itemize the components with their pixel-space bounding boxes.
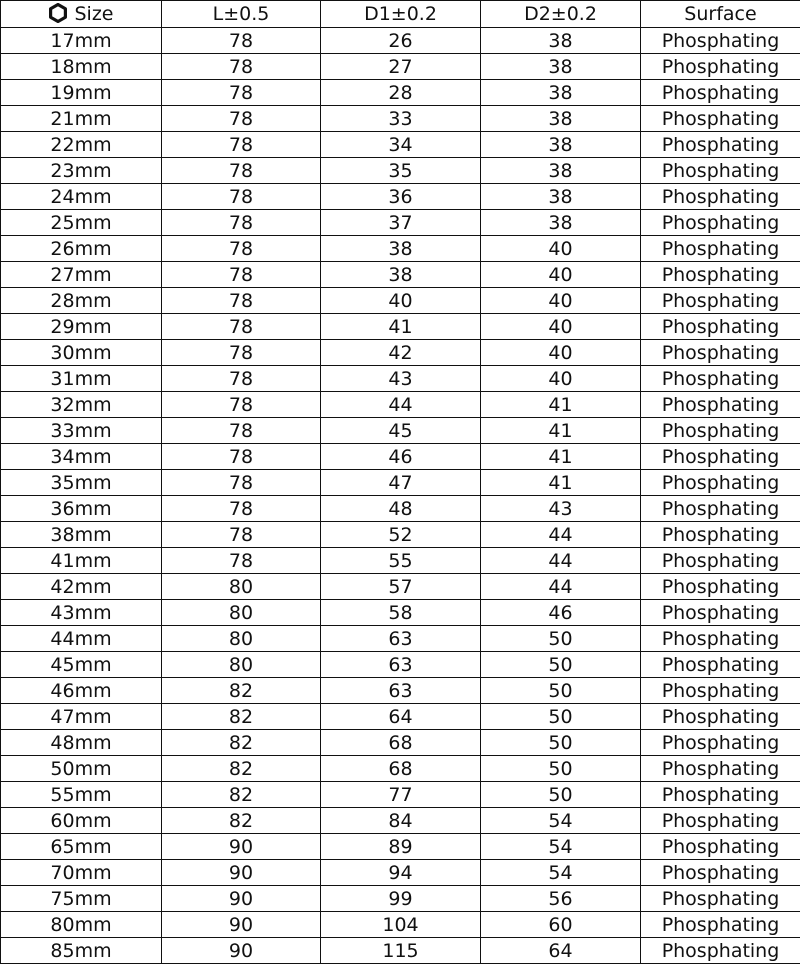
cell-d1: 68	[321, 756, 481, 782]
cell-d1: 57	[321, 574, 481, 600]
cell-d2: 41	[481, 392, 641, 418]
table-row	[1, 782, 800, 808]
cell-d2: 40	[481, 314, 641, 340]
cell-d2: 38	[481, 158, 641, 184]
cell-d2: 50	[481, 652, 641, 678]
cell-surface: Phosphating	[641, 496, 800, 522]
cell-surface: Phosphating	[641, 470, 800, 496]
cell-surface: Phosphating	[641, 808, 800, 834]
table-row	[1, 158, 800, 184]
table-row	[1, 470, 800, 496]
cell-size: 34mm	[1, 444, 162, 470]
cell-d1: 52	[321, 522, 481, 548]
cell-size: 42mm	[1, 574, 162, 600]
cell-d1: 44	[321, 392, 481, 418]
cell-d1: 115	[321, 938, 481, 964]
cell-l: 78	[162, 158, 321, 184]
table-row	[1, 54, 800, 80]
cell-l: 78	[162, 262, 321, 288]
cell-d2: 54	[481, 860, 641, 886]
cell-d1: 36	[321, 184, 481, 210]
cell-surface: Phosphating	[641, 782, 800, 808]
cell-surface: Phosphating	[641, 730, 800, 756]
cell-d1: 58	[321, 600, 481, 626]
cell-l: 90	[162, 860, 321, 886]
table-row	[1, 366, 800, 392]
cell-l: 80	[162, 600, 321, 626]
header-row	[1, 1, 800, 28]
cell-d2: 40	[481, 236, 641, 262]
cell-surface: Phosphating	[641, 184, 800, 210]
cell-l: 78	[162, 470, 321, 496]
cell-size: 47mm	[1, 704, 162, 730]
cell-l: 80	[162, 652, 321, 678]
table-row	[1, 574, 800, 600]
cell-surface: Phosphating	[641, 132, 800, 158]
cell-size: 35mm	[1, 470, 162, 496]
cell-surface: Phosphating	[641, 106, 800, 132]
table-row	[1, 314, 800, 340]
cell-surface: Phosphating	[641, 834, 800, 860]
cell-size: 65mm	[1, 834, 162, 860]
cell-d1: 55	[321, 548, 481, 574]
cell-size: 33mm	[1, 418, 162, 444]
cell-surface: Phosphating	[641, 28, 800, 54]
cell-size: 46mm	[1, 678, 162, 704]
table-row	[1, 80, 800, 106]
cell-l: 90	[162, 938, 321, 964]
cell-surface: Phosphating	[641, 860, 800, 886]
header-d2: D2±0.2	[481, 1, 641, 28]
cell-size: 43mm	[1, 600, 162, 626]
cell-size: 75mm	[1, 886, 162, 912]
cell-size: 19mm	[1, 80, 162, 106]
cell-d2: 38	[481, 80, 641, 106]
cell-surface: Phosphating	[641, 444, 800, 470]
cell-d2: 54	[481, 808, 641, 834]
cell-size: 50mm	[1, 756, 162, 782]
cell-d1: 41	[321, 314, 481, 340]
table-body	[1, 28, 800, 964]
cell-d1: 63	[321, 626, 481, 652]
cell-surface: Phosphating	[641, 626, 800, 652]
cell-d2: 38	[481, 54, 641, 80]
table-row	[1, 418, 800, 444]
cell-d2: 60	[481, 912, 641, 938]
table-row	[1, 236, 800, 262]
cell-d2: 44	[481, 574, 641, 600]
table-row	[1, 808, 800, 834]
cell-surface: Phosphating	[641, 288, 800, 314]
hexagon-icon	[48, 3, 68, 23]
table-row	[1, 522, 800, 548]
cell-surface: Phosphating	[641, 418, 800, 444]
table-row	[1, 288, 800, 314]
table-row	[1, 28, 800, 54]
cell-d2: 50	[481, 704, 641, 730]
cell-d1: 45	[321, 418, 481, 444]
cell-d1: 47	[321, 470, 481, 496]
table-row	[1, 886, 800, 912]
cell-d2: 40	[481, 340, 641, 366]
cell-l: 78	[162, 28, 321, 54]
cell-l: 78	[162, 54, 321, 80]
table-row	[1, 184, 800, 210]
cell-surface: Phosphating	[641, 236, 800, 262]
cell-d1: 38	[321, 236, 481, 262]
header-size-label: Size	[74, 3, 113, 25]
table-row	[1, 262, 800, 288]
cell-d1: 63	[321, 678, 481, 704]
cell-d2: 50	[481, 626, 641, 652]
cell-d1: 28	[321, 80, 481, 106]
cell-size: 25mm	[1, 210, 162, 236]
cell-size: 70mm	[1, 860, 162, 886]
cell-surface: Phosphating	[641, 652, 800, 678]
cell-d2: 56	[481, 886, 641, 912]
cell-size: 32mm	[1, 392, 162, 418]
cell-d2: 38	[481, 210, 641, 236]
table-row	[1, 548, 800, 574]
table-row	[1, 106, 800, 132]
cell-surface: Phosphating	[641, 366, 800, 392]
cell-d1: 77	[321, 782, 481, 808]
table-row	[1, 704, 800, 730]
cell-l: 90	[162, 834, 321, 860]
cell-surface: Phosphating	[641, 678, 800, 704]
cell-size: 24mm	[1, 184, 162, 210]
cell-l: 82	[162, 808, 321, 834]
cell-d1: 94	[321, 860, 481, 886]
cell-surface: Phosphating	[641, 600, 800, 626]
cell-l: 78	[162, 106, 321, 132]
cell-size: 44mm	[1, 626, 162, 652]
cell-size: 41mm	[1, 548, 162, 574]
cell-d1: 35	[321, 158, 481, 184]
header-d1: D1±0.2	[321, 1, 481, 28]
table-row	[1, 652, 800, 678]
table-header	[1, 1, 800, 28]
cell-d1: 84	[321, 808, 481, 834]
table-row	[1, 912, 800, 938]
table-row	[1, 340, 800, 366]
cell-l: 78	[162, 210, 321, 236]
cell-size: 45mm	[1, 652, 162, 678]
cell-d1: 63	[321, 652, 481, 678]
cell-surface: Phosphating	[641, 938, 800, 964]
cell-surface: Phosphating	[641, 340, 800, 366]
cell-l: 90	[162, 886, 321, 912]
cell-d2: 41	[481, 418, 641, 444]
cell-l: 78	[162, 444, 321, 470]
cell-d1: 64	[321, 704, 481, 730]
cell-d2: 44	[481, 522, 641, 548]
cell-l: 78	[162, 184, 321, 210]
header-surface: Surface	[641, 1, 800, 28]
cell-d2: 64	[481, 938, 641, 964]
cell-l: 78	[162, 522, 321, 548]
cell-d1: 27	[321, 54, 481, 80]
cell-l: 82	[162, 704, 321, 730]
table-row	[1, 834, 800, 860]
cell-d1: 33	[321, 106, 481, 132]
cell-surface: Phosphating	[641, 314, 800, 340]
cell-size: 48mm	[1, 730, 162, 756]
table-row	[1, 678, 800, 704]
cell-d2: 40	[481, 288, 641, 314]
cell-surface: Phosphating	[641, 392, 800, 418]
cell-d1: 37	[321, 210, 481, 236]
cell-surface: Phosphating	[641, 54, 800, 80]
header-l: L±0.5	[162, 1, 321, 28]
table-row	[1, 392, 800, 418]
cell-surface: Phosphating	[641, 756, 800, 782]
cell-l: 82	[162, 782, 321, 808]
cell-d2: 38	[481, 106, 641, 132]
cell-l: 80	[162, 574, 321, 600]
table-row	[1, 730, 800, 756]
cell-surface: Phosphating	[641, 522, 800, 548]
cell-d1: 99	[321, 886, 481, 912]
cell-d2: 43	[481, 496, 641, 522]
cell-size: 22mm	[1, 132, 162, 158]
table-row	[1, 132, 800, 158]
cell-d1: 42	[321, 340, 481, 366]
cell-surface: Phosphating	[641, 574, 800, 600]
cell-d2: 44	[481, 548, 641, 574]
cell-d1: 38	[321, 262, 481, 288]
cell-size: 36mm	[1, 496, 162, 522]
cell-l: 78	[162, 496, 321, 522]
cell-d1: 68	[321, 730, 481, 756]
cell-surface: Phosphating	[641, 704, 800, 730]
cell-size: 29mm	[1, 314, 162, 340]
cell-surface: Phosphating	[641, 548, 800, 574]
cell-l: 78	[162, 392, 321, 418]
table-row	[1, 600, 800, 626]
cell-d1: 26	[321, 28, 481, 54]
cell-l: 82	[162, 756, 321, 782]
cell-d2: 40	[481, 366, 641, 392]
cell-size: 80mm	[1, 912, 162, 938]
cell-size: 17mm	[1, 28, 162, 54]
cell-d1: 43	[321, 366, 481, 392]
cell-l: 78	[162, 418, 321, 444]
cell-l: 78	[162, 314, 321, 340]
table-row	[1, 626, 800, 652]
table-row	[1, 444, 800, 470]
cell-d2: 38	[481, 184, 641, 210]
cell-size: 60mm	[1, 808, 162, 834]
cell-l: 78	[162, 548, 321, 574]
cell-d1: 104	[321, 912, 481, 938]
cell-size: 85mm	[1, 938, 162, 964]
cell-size: 23mm	[1, 158, 162, 184]
cell-size: 21mm	[1, 106, 162, 132]
cell-d2: 50	[481, 730, 641, 756]
table-row	[1, 756, 800, 782]
cell-l: 78	[162, 236, 321, 262]
cell-d2: 38	[481, 28, 641, 54]
cell-l: 82	[162, 678, 321, 704]
cell-l: 78	[162, 366, 321, 392]
cell-l: 78	[162, 132, 321, 158]
cell-d1: 40	[321, 288, 481, 314]
cell-d2: 50	[481, 678, 641, 704]
cell-l: 78	[162, 288, 321, 314]
table-row	[1, 938, 800, 964]
header-size	[1, 1, 162, 28]
cell-d1: 46	[321, 444, 481, 470]
cell-surface: Phosphating	[641, 262, 800, 288]
cell-size: 28mm	[1, 288, 162, 314]
cell-size: 31mm	[1, 366, 162, 392]
cell-d2: 38	[481, 132, 641, 158]
cell-size: 30mm	[1, 340, 162, 366]
table-row	[1, 860, 800, 886]
cell-d2: 50	[481, 756, 641, 782]
cell-d1: 48	[321, 496, 481, 522]
table-row	[1, 210, 800, 236]
cell-l: 90	[162, 912, 321, 938]
cell-size: 18mm	[1, 54, 162, 80]
cell-surface: Phosphating	[641, 80, 800, 106]
cell-d2: 41	[481, 444, 641, 470]
cell-l: 78	[162, 80, 321, 106]
cell-d2: 40	[481, 262, 641, 288]
cell-surface: Phosphating	[641, 210, 800, 236]
cell-l: 82	[162, 730, 321, 756]
table-row	[1, 496, 800, 522]
cell-d2: 50	[481, 782, 641, 808]
cell-surface: Phosphating	[641, 912, 800, 938]
cell-d2: 54	[481, 834, 641, 860]
cell-l: 78	[162, 340, 321, 366]
cell-size: 27mm	[1, 262, 162, 288]
cell-size: 38mm	[1, 522, 162, 548]
cell-surface: Phosphating	[641, 886, 800, 912]
cell-d1: 34	[321, 132, 481, 158]
cell-size: 55mm	[1, 782, 162, 808]
cell-size: 26mm	[1, 236, 162, 262]
cell-d2: 41	[481, 470, 641, 496]
cell-d1: 89	[321, 834, 481, 860]
cell-d2: 46	[481, 600, 641, 626]
cell-surface: Phosphating	[641, 158, 800, 184]
cell-l: 80	[162, 626, 321, 652]
